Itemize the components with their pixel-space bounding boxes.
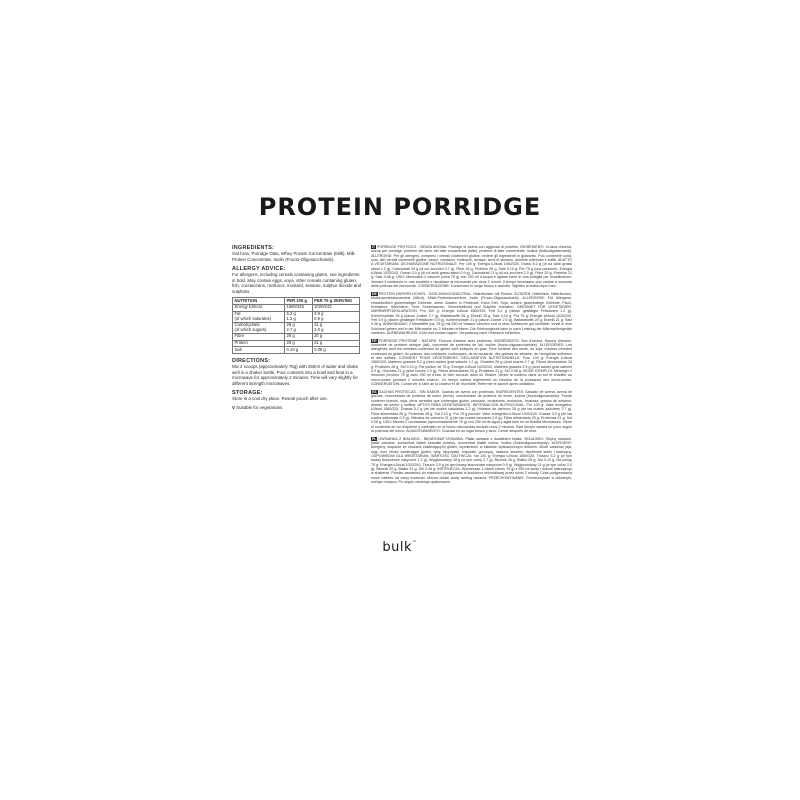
nutrition-table xyxy=(232,297,360,353)
nutrition-cell: 26 g xyxy=(285,333,313,340)
nutrition-cell: 21 g xyxy=(312,340,359,347)
storage-heading: STORAGE: xyxy=(232,389,263,396)
brand-name: bulk xyxy=(382,540,413,555)
vegetarian-text: Suitable for vegetarians. xyxy=(236,404,284,410)
nutrition-header-cell: NUTRITION xyxy=(233,298,285,305)
translation-text: PROTEIN HAFERFLOCKEN - GESCHMACKSNEUTRAL. Haferflocken mit Protein. ZUTATEN: Haferkleie, Haferflocken, Molkenproteinkonzentrat (Milch), Milch-Proteinkonzentrat, Inulin (Fructo-Oligosaccharid). ALLERGENE: Für Allergene, einschließlich glutenhaltiger Getreide, siehe Zutaten in Fettdruck. Kann Eier, Soja, andere glutenhaltige Getreide, Fisch, Krebstiere, Weichtiere, Senf, Sesamsamen, Schwefeldioxid und Sulphite enthalten. GEEIGNET FÜR VEGETARIER. NÄHRWERTDEKLARATION: Pro 100 g: Energie kJ/kcal 1560/325, Fett 5.2 g (davon gesättigte Fettsäuren 1.2 g), Kohlenhydrate 28 g (davon Zucker 2.7 g), Ballaststoffe 26 g, Eiweiß 28 g, Salz 0.10 g. Pro 75 g: Energie kJ/kcal 1020/243, Fett 3.9 g (davon gesättigte Fettsäuren 0.9 g), Kohlenhydrate 21 g (davon Zucker 2.0 g), Ballaststoffe 20 g, Eiweiß 21 g, Salz 0.08 g. ANWENDUNG: 2 Messlöffel (ca. 75 g) mit 250 ml Wasser mischen und in einer Mixflasche gut schütteln. Inhalt in eine Schüssel geben und in der Mikrowelle ca. 2 Minuten erhitzen. Die Erhitzungszeit kann je nach Leistung der Mikrowellengeräte variieren. AUFBEWAHRUNG: Kühl und trocken lagern. Verpackung nach Gebrauch schließen. xyxy=(371,291,572,335)
nutrition-cell: Energy kJ/kcal xyxy=(233,304,285,311)
translation-text: PORRIDGE PROTEICO - SENZA AROMA. Porridge di avena con aggiunta di proteine. INGREDIENTI: Crusca d'avena, avena per porridge, proteine del siero del latte concentrate (latte), proteine di latte concentrate, inulina (fruttooligosaccaridi). ALLERGENI: Per gli allergeni, compresi i cereali contenenti glutine, vedere gli ingredienti in grassetto. Può contenere uova, soia, altri cereali contenenti glutine, pesce, crostacei, molluschi, senape, semi di sesamo, anidride solforosa e solfiti. ADATTO A VEGETARIANI. DICHIARAZIONE NUTRIZIONALE: Per 100 g: Energia kJ/kcal 1560/325, Grassi 5.2 g (di cui acidi grassi saturi 1.2 g), Carboidrati 28 g (di cui zuccheri 2.7 g), Fibre 26 g, Proteine 28 g, Sale 0.10 g. Per 75 g (una porzione): Energia kJ/kcal 1020/243, Grassi 3.9 g (di cui acidi grassi saturi 0.9 g), Carboidrati 21 g (di cui zuccheri 2.0 g), Fibre 20 g, Proteine 21 g, Sale 0.08 g. USO: Mescolare 2 misurini (circa 75 g) con 250 ml d'acqua e agitare bene in una bottiglia per ricostituzione. Versare il contenuto in una scodella e riscaldare al microonde per circa 2 minuti. Il tempo necessario può variare a seconda della potenza del microonde. CONSERVAZIONE: Conservare in luogo fresco e asciutto. Sigillare la busta dopo l'uso. xyxy=(371,245,572,289)
language-code-badge: PL xyxy=(372,436,377,441)
nutrition-cell: 1560/325 xyxy=(285,304,313,311)
nutrition-header-cell: PER 75 g SERVING xyxy=(312,298,359,305)
english-panel xyxy=(232,245,362,410)
nutrition-cell: Carbohydrate (of which sugars) xyxy=(233,322,285,333)
nutrition-cell: Salt xyxy=(233,347,285,354)
ingredients-heading: INGREDIENTS: xyxy=(232,245,275,251)
translation-text: OWSIANKA Z BIAŁKIEM - NIEAROMATYZOWANA. Płatki owsiane z dodatkiem białka. SKŁADNIKI: Otręby owsiane, płatki owsiane, koncentrat białek serwatki (mleko), koncentrat białek mleka, inulina (fruktooligosacharydy). ALERGENY: Alergeny, włącznie ze zbożami zawierającymi gluten, wymieniono w składzie wytłuszczonym drukiem. Może zawierać jaja, soję, inne zboża zawierające gluten, ryby, skorupiaki, mięczaki, gorczycę, nasiona sezamu, dwutlenek siarki i siarczyny. ODPOWIEDNI DLA WEGETARIAN. WARTOŚĆ ODŻYWCZA: Na 100 g: Energia kJ/kcal 1560/325, Tłuszcz 5.2 g (w tym kwasy tłuszczowe nasycone 1.2 g), Węglowodany 28 g (w tym cukry 2.7 g), Błonnik 26 g, Białko 28 g, Sól 0.10 g. Na porcję 75 g: Energia kJ/kcal 1020/243, Tłuszcz 3.9 g (w tym kwasy tłuszczowe nasycone 0.9 g), Węglowodany 21 g (w tym cukry 2.0 g), Błonnik 20 g, Białko 21 g, Sól 0.08 g. INSTRUKCJA: Wymieszać 2 miarki (około 75 g) z 250 ml wody i dobrze wstrząsnąć w shakerze. Przelać zawartość do miseczki i podgrzewać w kuchence mikrofalowej przez około 2 minuty. Czas podgrzewania może zależeć od mocy kuchenki. Można dodać wody według uznania. PRZECHOWYWANIE: Przechowywać w chłodnym, suchym miejscu. Po użyciu zamknąć opakowanie. xyxy=(371,436,572,485)
product-title: PROTEIN PORRIDGE xyxy=(258,193,542,221)
translation-block xyxy=(371,245,572,288)
translation-block xyxy=(371,292,572,335)
translations-panel xyxy=(371,245,572,488)
nutrition-cell: Protein xyxy=(233,340,285,347)
nutrition-header-row xyxy=(233,298,360,305)
allergy-heading: ALLERGY ADVICE: xyxy=(232,265,286,272)
nutrition-cell: 5.2 g 1.2 g xyxy=(285,311,313,322)
directions-heading: DIRECTIONS: xyxy=(232,357,271,364)
nutrition-cell: Fibre xyxy=(233,333,285,340)
translation-block xyxy=(371,339,572,387)
nutrition-row xyxy=(233,322,360,333)
translation-block xyxy=(371,390,572,433)
nutrition-cell: 28 g 2.7 g xyxy=(285,322,313,333)
nutrition-cell: 28 g xyxy=(285,340,313,347)
brand-logo xyxy=(0,540,800,555)
storage-text: Store in a cool dry place. Reseal pouch after use. xyxy=(232,395,328,401)
language-code-badge: DE xyxy=(372,291,377,296)
nutrition-header-cell: PER 100 g xyxy=(285,298,313,305)
nutrition-cell: 0.08 g xyxy=(312,347,359,354)
translation-text: GACHAS PROTEICAS - SIN SABOR. Gachas de avena con proteínas. INGREDIENTES: Salvado de avena, avena de gachas, concentrado de proteína de suero (leche), concentrado de proteína de leche, inulina (fructooligosacárido). Puede contener huevos, soja, otros cereales que contengan gluten, pescado, crustáceos, moluscos, mostaza, granos de sésamo, dióxido de azufre y sulfitos. APTOS PARA VEGETARIANOS. INFORMACIÓN NUTRICIONAL: Por 100 g: Valor energético kJ/kcal 1560/325, Grasas 5.2 g (de las cuales saturadas 1.2 g), Hidratos de carbono 28 g (de las cuales azúcares 2.7 g), Fibra alimentaria 26 g, Proteínas 28 g, Sal 0.10 g. Por 75 g porción: Valor energético kJ/kcal 1020/243, Grasas 3.9 g (de las cuales saturadas 0.9 g), Hidratos de carbono 21 g (de las cuales azúcares 2.0 g), Fibra alimentaria 20 g, Proteínas 21 g, Sal 0.08 g. USO: Mezcla 2 cucharadas (aproximadamente 75 g) con 250 ml de agua y agita bien en un Botella Mezcladora. Vierte el contenido en un recipiente y caliéntalo en el horno microondas durante unos 2 minutos. Este tiempo variará un poco según la potencia del horno. ALMACENAMIENTO: Guardar en un lugar fresco y seco. Cerrar después de usar. xyxy=(371,389,572,433)
language-code-badge: ES xyxy=(372,389,377,394)
nutrition-row xyxy=(233,304,360,311)
nutrition-row xyxy=(233,347,360,354)
nutrition-cell: 0.10 g xyxy=(285,347,313,354)
ingredients-text: Oat bran, Porridge Oats, Whey Protein Concentrate (Milk), Milk Protein Concentrate, Inulin (Fructo-Oligosaccharide). xyxy=(232,251,355,262)
nutrition-cell: Fat (of which saturates) xyxy=(233,311,285,322)
vegetarian-icon: V xyxy=(232,404,235,410)
nutrition-row xyxy=(233,340,360,347)
nutrition-cell: 21 g 2.0 g xyxy=(312,322,359,333)
language-code-badge: FR xyxy=(372,338,377,343)
nutrition-row xyxy=(233,333,360,340)
directions-text: Mix 2 scoops (approximately 75g) with 250ml of water and shake well in a shaker bottle. Pour contents into a bowl and heat in a microwave for approximately 2 minutes. Time will vary slightly for different strength microwaves. xyxy=(232,364,359,386)
nutrition-cell: 3.9 g 0.9 g xyxy=(312,311,359,322)
nutrition-cell: 20 g xyxy=(312,333,359,340)
translation-block xyxy=(371,437,572,485)
translation-text: PORRIDGE PROTÉINÉ - NATURE. Flocons d'avoine avec protéines. INGRÉDIENTS: Son d'avoine, flocons d'avoine, concentré de protéine sérique (lait), concentré de protéines de lait, inuline (fructo-oligosaccharides). ALLERGÈNES: Les allergènes dont les céréales contenant du gluten sont indiqués en gras. Peut contenir des oeufs, du soja, d'autres céréales contenant du gluten, du poisson, des crustacés, mollusques, de la moutarde, des graines de sésame, de l'anhydride sulfureux et des sulfites. CONVIENT POUR VÉGÉTARIENS. DÉCLARATION NUTRITIONNELLE: Pour 100 g: Énergie kJ/kcal 1560/325, Matières grasses 5.2 g (dont acides gras saturés 1.2 g), Glucides 28 g (dont sucres 2.7 g), Fibres alimentaires 26 g, Protéines 28 g, Sel 0.10 g. Par portion de 75 g: Énergie kJ/kcal 1020/243, Matières grasses 3.9 g (dont acides gras saturés 0.9 g), Glucides 21 g (dont sucres 2.0 g), Fibres alimentaires 20 g, Protéines 21 g, Sel 0.08 g. MODE D'EMPLOI: Mélanger 2 mesures (environ 75 g) avec 250 ml d'eau, et bien secouer dans un Shaker. Verser le contenu dans un bol et chauffer au micro-ondes pendant 2 minutes environ. Ce temps variera légèrement en fonction de la puissance des micro-ondes. CONSERVATION: Conserver à l'abri de la chaleur et de l'humidité. Refermer le sachet après utilisation. xyxy=(371,338,572,387)
nutrition-row xyxy=(233,311,360,322)
language-code-badge: IT xyxy=(372,245,376,249)
nutrition-cell: 1020/243 xyxy=(312,304,359,311)
trademark-mark: ™ xyxy=(412,540,418,546)
allergy-text: For allergens, including cereals containing gluten, see ingredients in bold. May contain eggs, soya, other cereals containing gluten, fish, crustaceans, molluscs, mustard, sesame, sulphur dioxide and sulphites. xyxy=(232,272,362,294)
vegetarian-note xyxy=(232,405,362,411)
